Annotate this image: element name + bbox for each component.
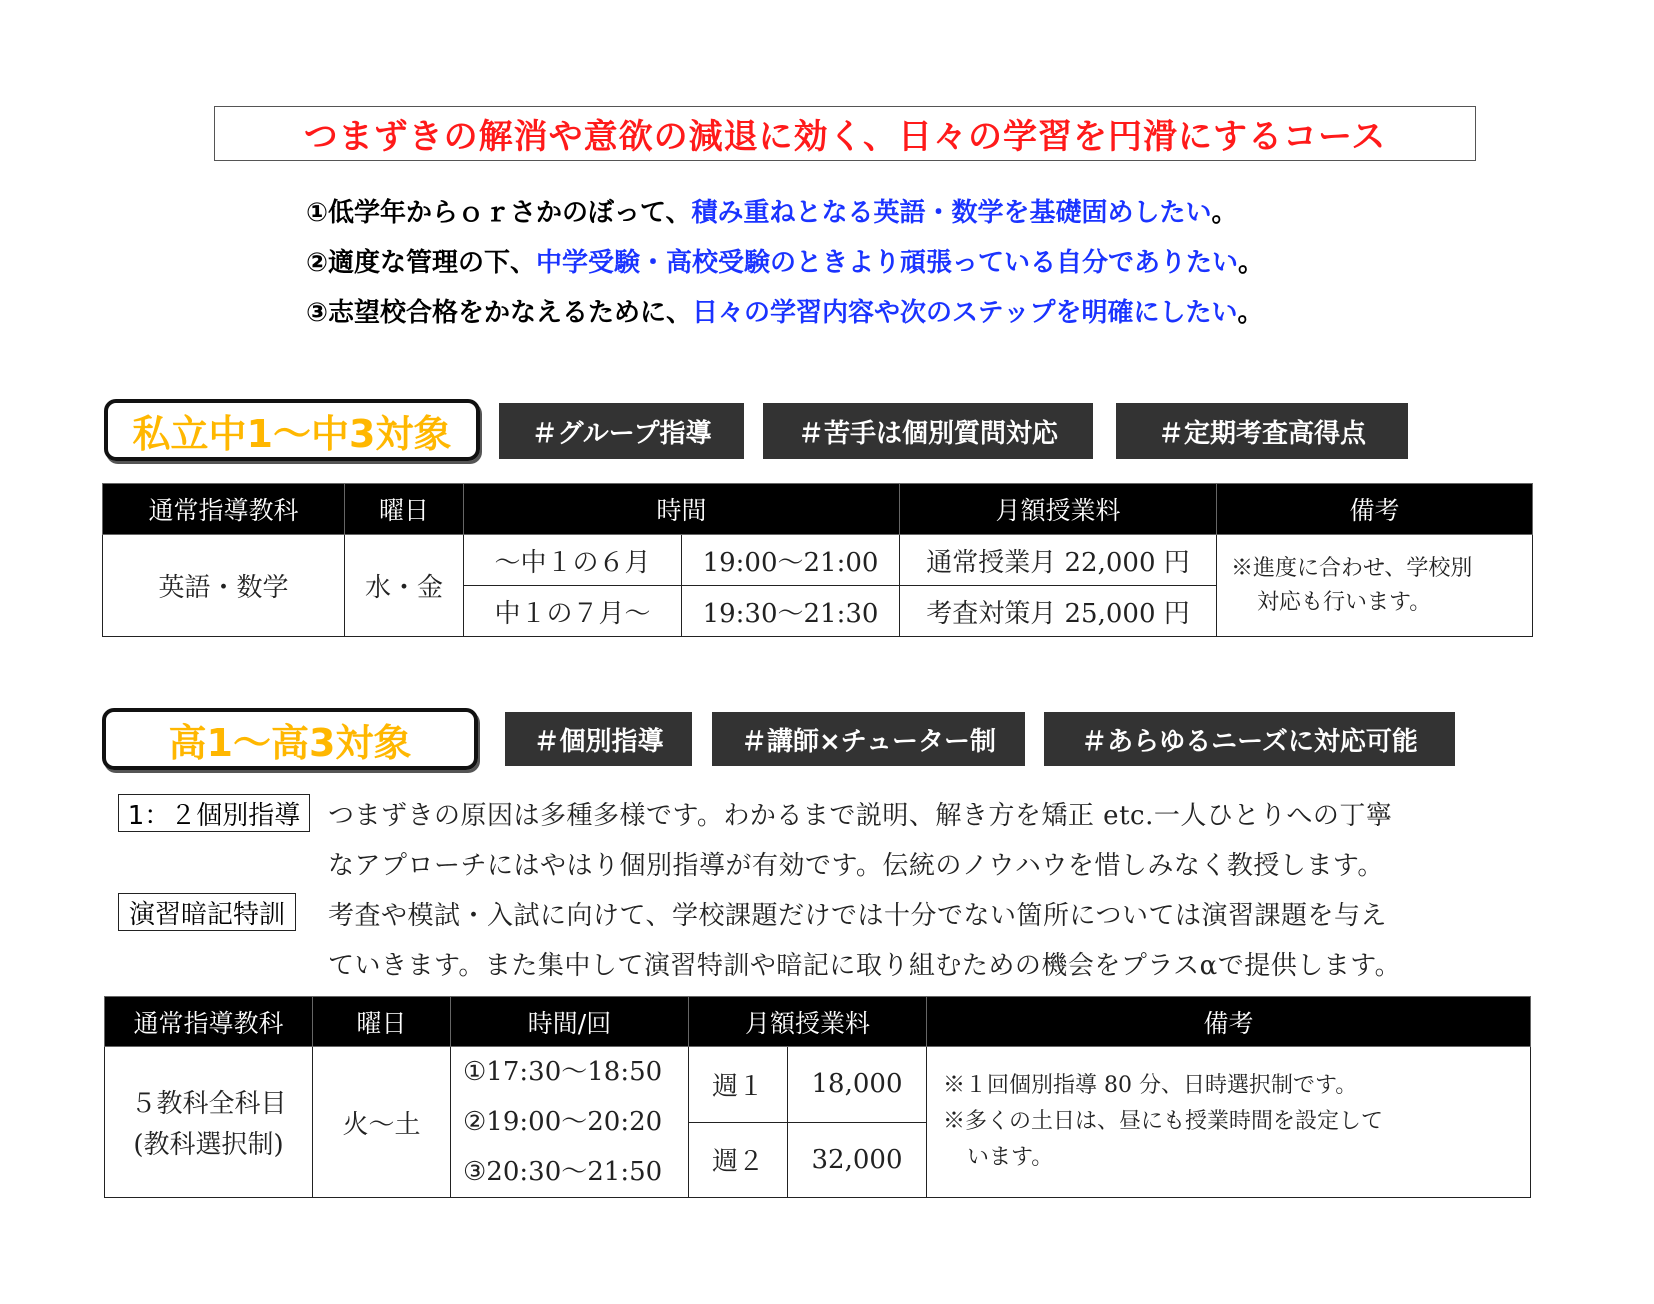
goal-2-lead: ②適度な管理の下、 <box>306 248 537 278</box>
senior-table <box>104 996 1531 1198</box>
junior-days: 水・金 <box>345 535 464 637</box>
goal-3-highlight: 日々の学習内容や次のステップを明確にしたい <box>692 298 1238 328</box>
junior-header-subject: 通常指導教科 <box>103 484 345 535</box>
senior-time-1: ①17:30～18:50 <box>463 1057 663 1087</box>
senior-note <box>927 1047 1531 1198</box>
label-drill: 演習暗記特訓 <box>118 893 296 931</box>
label-individual: 1：２個別指導 <box>118 794 310 832</box>
senior-header-time: 時間/回 <box>451 997 689 1047</box>
senior-fee-1: 18,000 <box>788 1047 927 1123</box>
senior-fee-2: 32,000 <box>788 1122 927 1198</box>
goal-3-lead: ③志望校合格をかなえるために、 <box>306 298 693 328</box>
senior-header-days: 曜日 <box>313 997 451 1047</box>
junior-tag-question: ＃苦手は個別質問対応 <box>763 403 1093 459</box>
goal-1 <box>306 192 1238 229</box>
junior-table <box>102 483 1533 637</box>
senior-header-subject: 通常指導教科 <box>105 997 313 1047</box>
goal-2 <box>306 242 1264 279</box>
senior-tag-individual: ＃個別指導 <box>505 712 692 766</box>
goal-1-end: 。 <box>1211 198 1238 228</box>
senior-tag-needs: ＃あらゆるニーズに対応可能 <box>1044 712 1455 766</box>
junior-tag-group: ＃グループ指導 <box>499 403 744 459</box>
junior-header-days: 曜日 <box>345 484 464 535</box>
junior-header-note: 備考 <box>1217 484 1533 535</box>
junior-note-line-1: ※進度に合わせ、学校別 <box>1231 555 1473 581</box>
goal-3-end: 。 <box>1237 298 1264 328</box>
goal-3 <box>306 292 1264 329</box>
senior-subject-sub: (教科選択制) <box>133 1130 284 1160</box>
junior-tag-score: ＃定期考査高得点 <box>1116 403 1408 459</box>
senior-header-fee: 月額授業料 <box>689 997 927 1047</box>
para-line-4: ていきます。また集中して演習特訓や暗記に取り組むための機会をプラスαで提供します。 <box>328 951 1402 981</box>
para-line-2: なアプローチにはやはり個別指導が有効です。伝統のノウハウを惜しみなく教授します。 <box>328 851 1384 881</box>
senior-subject <box>105 1047 313 1198</box>
junior-header-time: 時間 <box>464 484 900 535</box>
senior-time-3: ③20:30～21:50 <box>463 1157 663 1187</box>
goal-1-highlight: 積み重ねとなる英語・数学を基礎固めしたい <box>691 198 1212 228</box>
headline-banner <box>214 106 1476 161</box>
junior-title-text: 私立中1～中3対象 <box>132 411 452 456</box>
senior-note-line-2: ※多くの土日は、昼にも授業時間を設定して <box>943 1109 1384 1134</box>
senior-times <box>451 1047 689 1198</box>
senior-header-note: 備考 <box>927 997 1531 1047</box>
senior-note-line-1: ※１回個別指導 80 分、日時選択制です。 <box>943 1073 1358 1098</box>
goal-2-end: 。 <box>1238 248 1265 278</box>
junior-note-line-2: 対応も行います。 <box>1257 589 1432 615</box>
junior-period-1: ～中１の６月 <box>464 535 682 586</box>
para-line-3: 考査や模試・入試に向けて、学校課題だけでは十分でない箇所については演習課題を与え <box>328 901 1387 931</box>
junior-period-2: 中１の７月～ <box>464 586 682 637</box>
goal-1-lead: ①低学年からｏｒさかのぼって、 <box>306 198 692 228</box>
para-line-1: つまずきの原因は多種多様です。わかるまで説明、解き方を矯正 etc.一人ひとりへの丁寧 <box>328 801 1393 831</box>
goal-2-highlight: 中学受験・高校受験のときより頑張っている自分でありたい <box>536 248 1239 278</box>
senior-week-1: 週１ <box>689 1047 788 1123</box>
senior-section-title <box>102 708 478 770</box>
junior-section-title <box>104 399 480 461</box>
junior-header-fee: 月額授業料 <box>900 484 1217 535</box>
headline-text: つまずきの解消や意欲の減退に効く、日々の学習を円滑にするコース <box>303 117 1387 157</box>
senior-week-2: 週２ <box>689 1122 788 1198</box>
senior-title-text: 高1～高3対象 <box>168 720 412 765</box>
senior-note-line-3: います。 <box>967 1145 1054 1170</box>
senior-days: 火～土 <box>313 1047 451 1198</box>
junior-time-1: 19:00～21:00 <box>682 535 900 586</box>
junior-subject: 英語・数学 <box>103 535 345 637</box>
junior-note <box>1217 535 1533 637</box>
junior-time-2: 19:30～21:30 <box>682 586 900 637</box>
junior-fee-1: 通常授業月 22,000 円 <box>900 535 1217 586</box>
junior-fee-2: 考査対策月 25,000 円 <box>900 586 1217 637</box>
senior-subject-main: ５教科全科目 <box>130 1089 287 1119</box>
senior-time-2: ②19:00～20:20 <box>463 1107 663 1137</box>
senior-tag-tutor: ＃講師×チューター制 <box>712 712 1025 766</box>
